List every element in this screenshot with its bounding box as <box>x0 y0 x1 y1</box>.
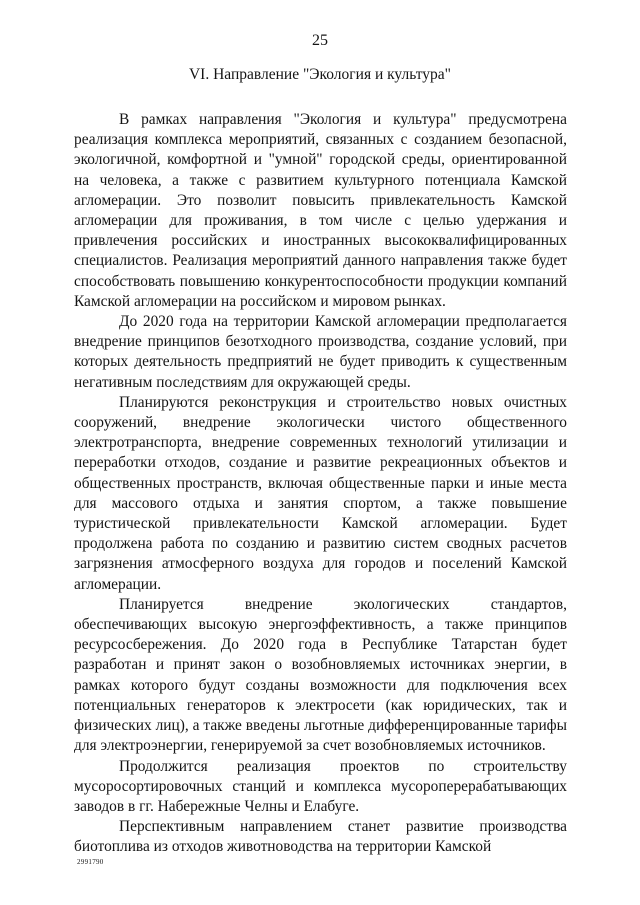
page-number: 25 <box>312 32 328 49</box>
paragraph: Планируются реконструкция и строительство новых очистных сооружений, внедрение экологически чистого общественного электротранспорта, внедрение современных технологий утилизации и переработки отходов, создание и развитие рекреационных объектов и общественных пространств, включая общественные парки и иные места для массового отдыха и занятия спортом, а также повышение туристической привлекательности Камской агломерации. Будет продолжена работа по созданию и развитию систем сводных расчетов загрязнения атмосферного воздуха для городов и поселений Камской агломерации. <box>74 393 567 593</box>
section-heading: VI. Направление "Экология и культура" <box>188 66 451 83</box>
document-code: 2991790 <box>77 858 104 866</box>
paragraph: До 2020 года на территории Камской агломерации предполагается внедрение принципов безотходного производства, создание условий, при которых деятельность предприятий не будет приводить к существенным негативным последствиям для окружающей среды. <box>74 313 567 391</box>
paragraph: Продолжится реализация проектов по строительству мусоросортировочных станций и комплекса мусороперерабатывающих заводов в гг. Набережные Челны и Елабуге. <box>74 757 567 815</box>
paragraph: Перспективным направлением станет развитие производства биотоплива из отходов животноводства на территории Камской <box>74 818 567 856</box>
paragraph: В рамках направления "Экология и культура" предусмотрена реализация комплекса мероприятий, связанных с созданием безопасной, экологичной, комфортной и "умной" городской среды, ориентированной на человека, а также с развитием культурного потенциала Камской агломерации. Это позволит повысить привлекательность Камской агломерации для проживания, в том числе с целью удержания и привлечения российских и иностранных высококвалифицированных специалистов. Реализация мероприятий данного направления также будет способствовать повышению конкурентоспособности продукции компаний Камской агломерации на российском и мировом рынках. <box>74 111 567 310</box>
document-body <box>74 110 567 858</box>
paragraph: Планируется внедрение экологических стандартов, обеспечивающих высокую энергоэффективность, а также принципов ресурсосбережения. До 2020 года в Республике Татарстан будет разработан и принят закон о возобновляемых источниках энергии, в рамках которого будут созданы возможности для подключения всех потенциальных генераторов к электросети (как юридических, так и физических лиц), а также введены льготные дифференцированные тарифы для электроэнергии, генерируемой за счет возобновляемых источников. <box>74 595 567 755</box>
